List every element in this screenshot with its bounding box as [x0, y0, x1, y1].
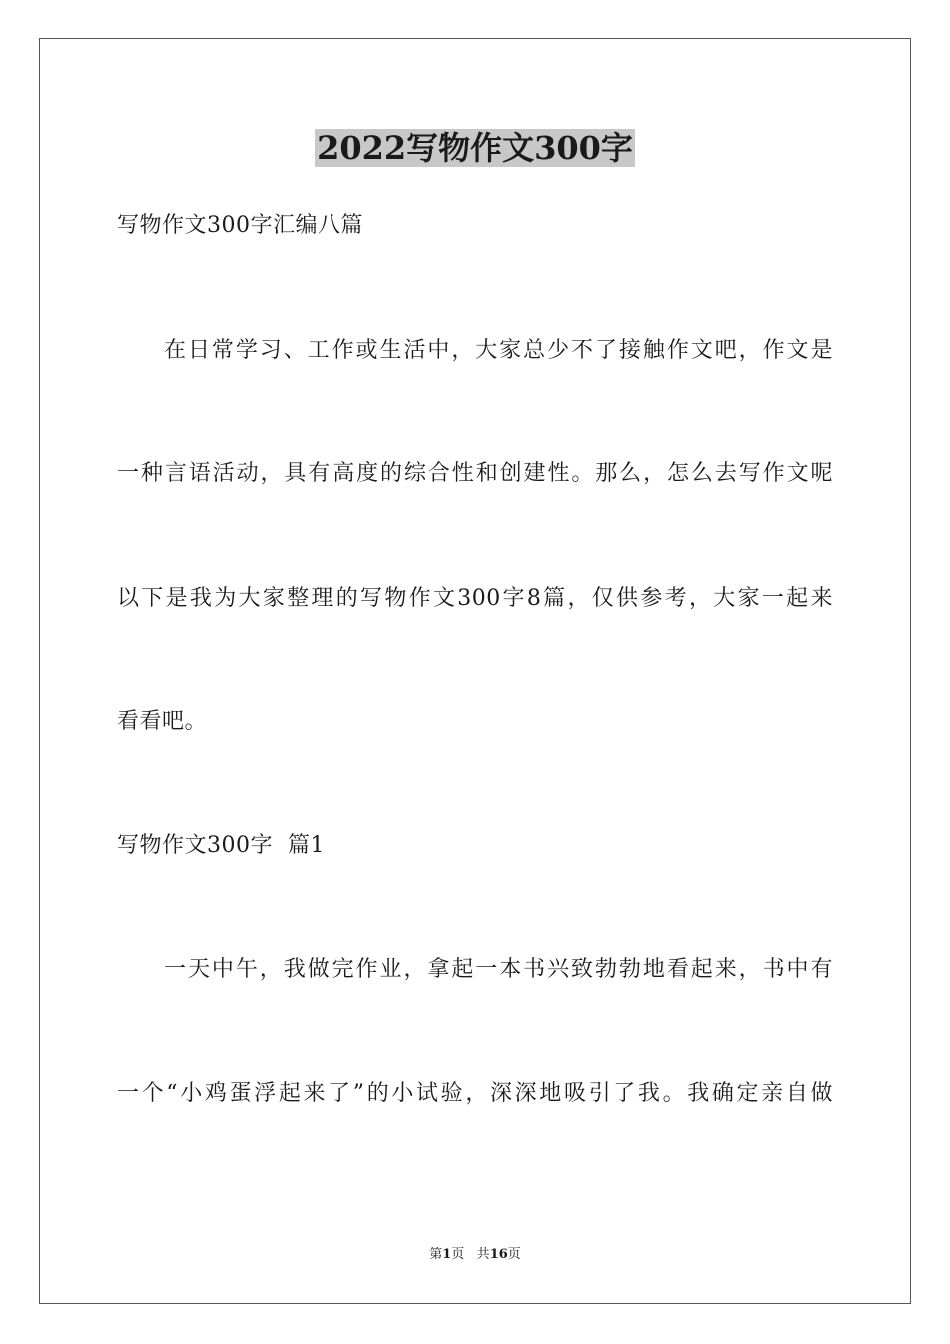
intro-line-1: 在日常学习、工作或生活中，大家总少不了接触作文吧，作文是 [164, 338, 833, 363]
section-line-2: 一个“小鸡蛋浮起来了”的小试验，深深地吸引了我。我确定亲自做 [117, 1081, 833, 1106]
document-subtitle: 写物作文300字汇编八篇 [117, 213, 363, 238]
footer-total-pages: 16 [489, 1247, 508, 1262]
document-title [0, 126, 950, 170]
intro-line-4: 看看吧。 [117, 709, 208, 734]
document-title-text: 2022写物作文300字 [317, 129, 633, 167]
section-line-1: 一天中午，我做完作业，拿起一本书兴致勃勃地看起来，书中有 [164, 957, 833, 982]
footer-total-suffix: 页 [507, 1247, 521, 1262]
intro-line-3: 以下是我为大家整理的写物作文300字8篇，仅供参考，大家一起来 [117, 586, 833, 611]
footer-page-number: 1 [442, 1247, 452, 1262]
section-heading: 写物作文300字 篇1 [117, 833, 325, 858]
intro-line-2: 一种言语活动，具有高度的综合性和创建性。那么，怎么去写作文呢 [117, 461, 833, 486]
footer-page-suffix: 页 [451, 1247, 465, 1262]
page-footer [0, 1246, 950, 1264]
footer-page-prefix: 第 [429, 1247, 443, 1262]
footer-total-prefix: 共 [476, 1247, 490, 1262]
